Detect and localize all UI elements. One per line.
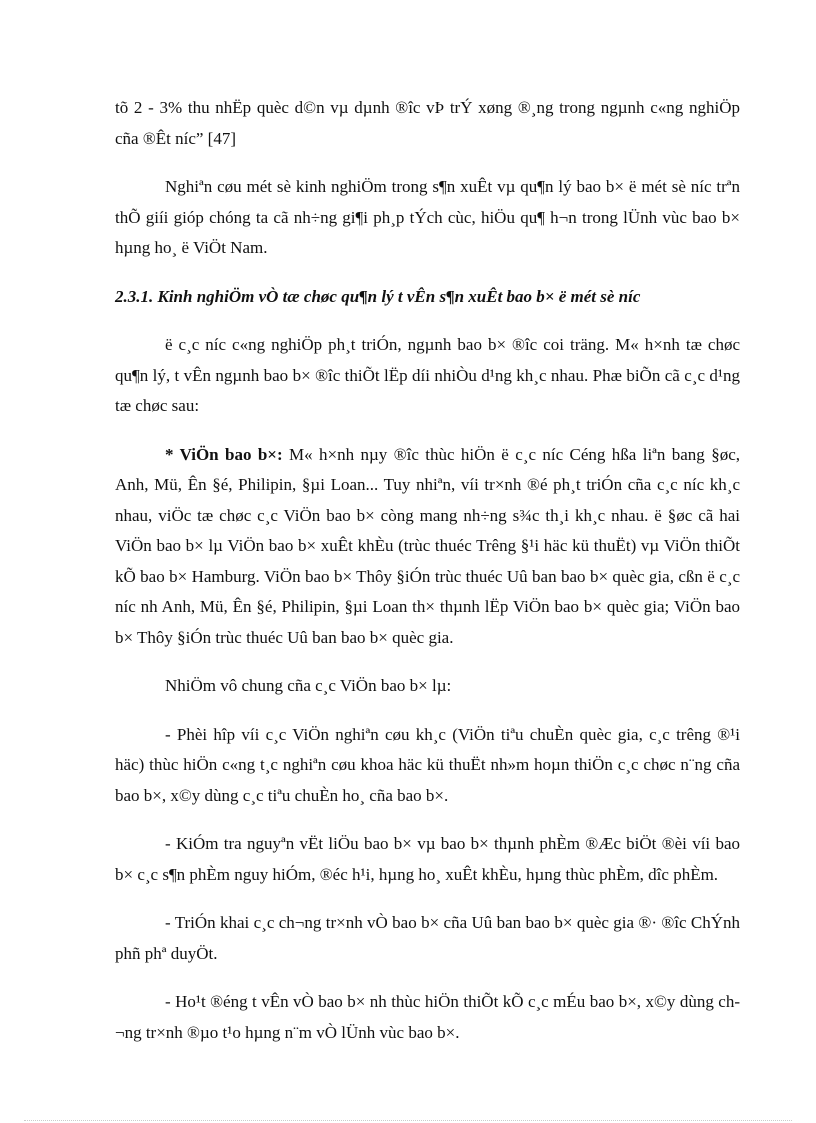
paragraph-continuation: tõ 2 - 3% thu nhËp quèc d©n vµ dµnh ®îc vÞ trÝ xøng ®¸ng trong ngµnh c«ng nghiÖp cña ®Êt níc” [47] (115, 98, 740, 148)
paragraph-common-tasks: NhiÖm vô chung cña c¸c ViÖn bao b× lµ: (165, 676, 452, 695)
paragraph-body: M« h×nh nµy ®îc thùc hiÖn ë c¸c níc Céng hßa liªn bang §øc, Anh, Mü, Ên §é, Philipin, §µi Loan... Tuy nhiªn, víi tr×nh ®é ph¸t triÓn cña c¸c níc kh¸c nhau, viÖc tæ chøc c¸c ViÖn bao b× còng mang nh÷ng s¾c th¸i kh¸c nhau. ë §øc cã hai ViÖn bao b× lµ ViÖn bao b× xuÊt khÈu (trùc thuéc Trêng §¹i häc kü thuËt) vµ ViÖn thiÕt kÕ bao b× Hamburg. ViÖn bao b× Thôy §iÓn trùc thuéc Uû ban bao b× quèc gia, cßn ë c¸c níc nh Anh, Mü, Ên §é, Philipin, §µi Loan th× thµnh lËp ViÖn bao b× quèc gia; ViÖn bao b× Thôy §iÓn trùc thuéc Uû ban bao b× quèc gia. (115, 444, 740, 647)
page-bottom-divider (24, 1120, 792, 1121)
list-item-coordination: - Phèi hîp víi c¸c ViÖn nghiªn cøu kh¸c (ViÖn tiªu chuÈn quèc gia, c¸c trêng ®¹i häc) thùc hiÖn c«ng t¸c nghiªn cøu khoa häc kü thuËt nh»m hoµn thiÖn c¸c chøc n¨ng cña bao b×, x©y dùng c¸c tiªu chuÈn ho¸ cña bao b×. (115, 724, 740, 805)
section-heading: 2.3.1. Kinh nghiÖm vÒ tæ chøc qu¶n lý t vÊn s¶n xuÊt bao b× ë mét sè níc (115, 286, 641, 306)
paragraph-organization-models: ë c¸c níc c«ng nghiÖp ph¸t triÓn, ngµnh bao b× ®îc coi träng. M« h×nh tæ chøc qu¶n lý, t vÊn ngµnh bao b× ®îc thiÕt lËp díi nhiÒu d¹ng kh¸c nhau. Phæ biÕn cã c¸c d¹ng tæ chøc sau: (115, 335, 740, 415)
paragraph-institute-model (115, 440, 740, 654)
paragraph-intro: Nghiªn cøu mét sè kinh nghiÖm trong s¶n xuÊt vµ qu¶n lý bao b× ë mét sè níc trªn thÕ giíi gióp chóng ta cã nh÷ng gi¶i ph¸p tÝch cùc, hiÖu qu¶ h¬n trong lÜnh vùc bao b× hµng ho¸ ë ViÖt Nam. (115, 177, 740, 257)
page-content (115, 93, 740, 1066)
list-item-consulting: - Ho¹t ®éng t vÊn vÒ bao b× nh thùc hiÖn thiÕt kÕ c¸c mÉu bao b×, x©y dùng ch¬ng tr×nh ®µo t¹o hµng n¨m vÒ lÜnh vùc bao b×. (115, 992, 740, 1042)
paragraph-lead-label: * ViÖn bao b×: (165, 444, 283, 464)
list-item-programs: - TriÓn khai c¸c ch¬ng tr×nh vÒ bao b× cña Uû ban bao b× quèc gia ®· ®îc ChÝnh phñ phª duyÖt. (115, 913, 740, 963)
list-item-inspection: - KiÓm tra nguyªn vËt liÖu bao b× vµ bao b× thµnh phÈm ®Æc biÖt ®èi víi bao b× c¸c s¶n phÈm nguy hiÓm, ®éc h¹i, hµng ho¸ xuÊt khÈu, hµng thùc phÈm, dîc phÈm. (115, 834, 740, 884)
